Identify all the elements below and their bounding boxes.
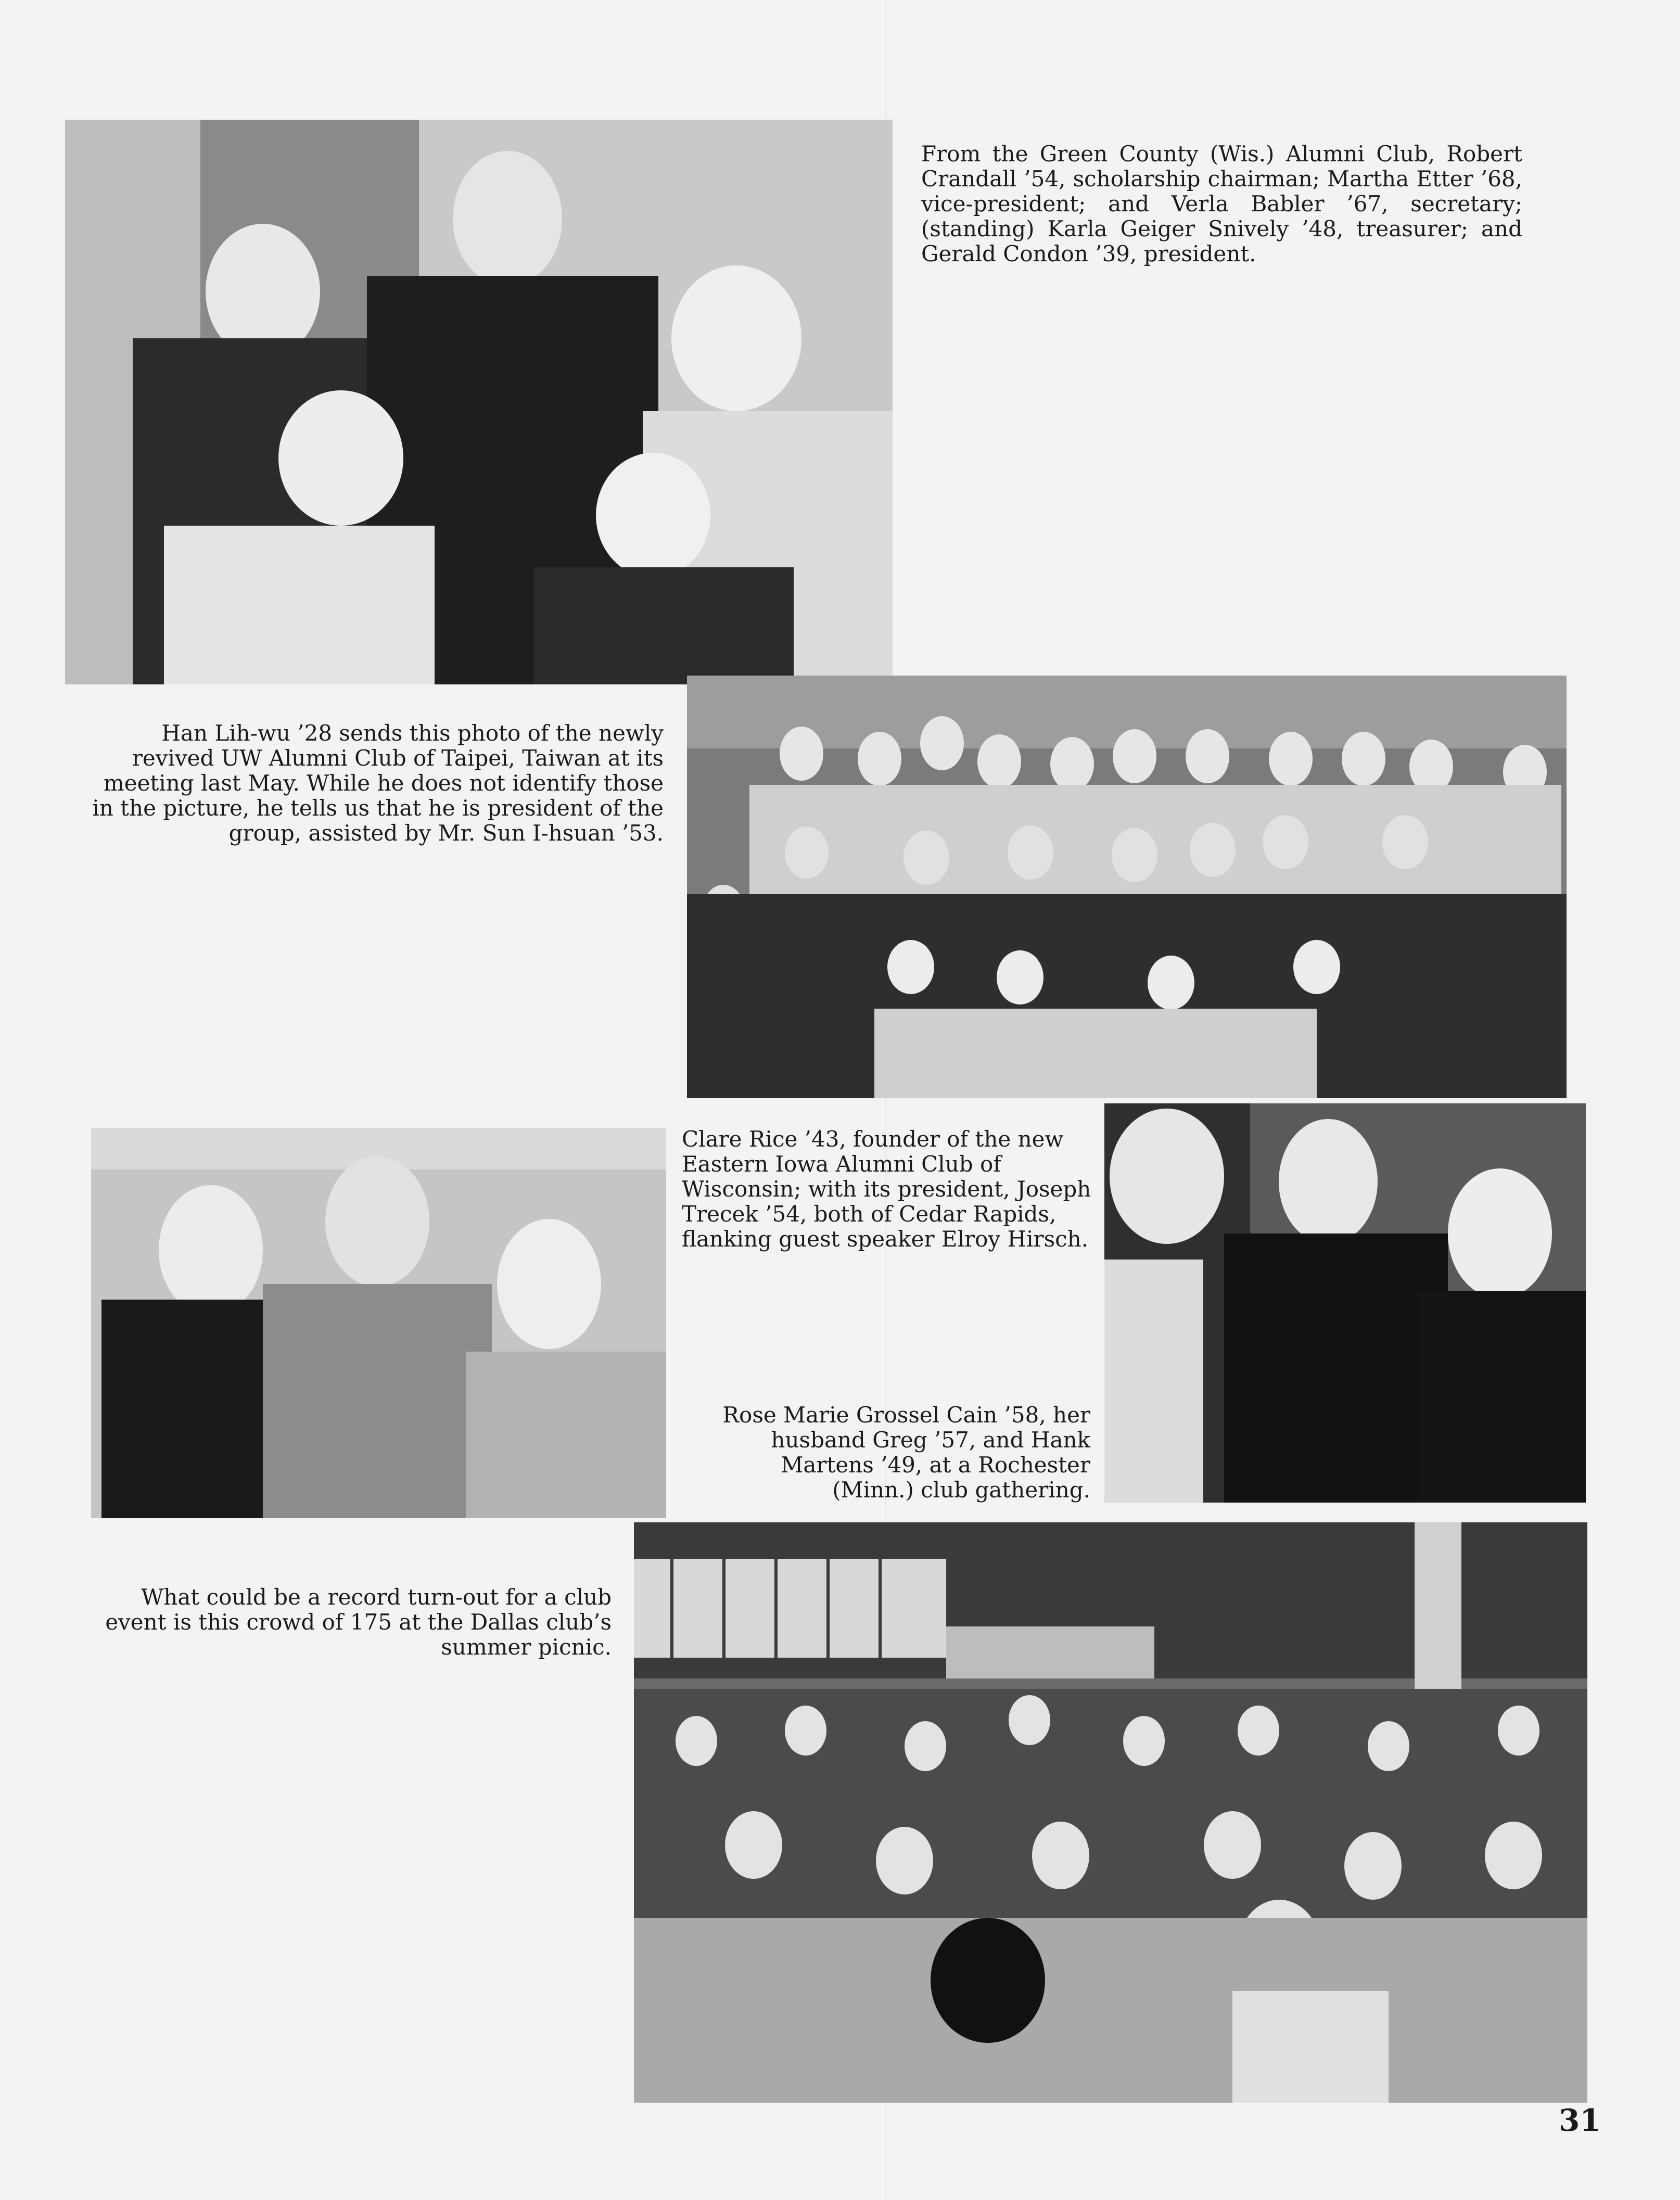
caption-eastern-iowa: Clare Rice ’43, founder of the new Eastern Iowa Alumni Club of Wisconsin; with its president, Joseph Trecek ’54, both of Cedar Rapids, flanking guest speaker Elroy Hirsch. — [682, 1126, 1091, 1252]
photo-eastern-iowa-image — [91, 1128, 666, 1518]
photo-dallas-image — [634, 1522, 1587, 2103]
photo-dallas-picnic — [634, 1522, 1587, 2103]
photo-rochester-club — [1104, 1103, 1586, 1503]
page-number: 31 — [1559, 2103, 1601, 2138]
photo-eastern-iowa-club — [91, 1128, 666, 1518]
photo-rochester-image — [1104, 1103, 1586, 1503]
photo-taipei-image — [687, 676, 1567, 1098]
caption-dallas: What could be a record turn-out for a club event is this crowd of 175 at the Dallas club’s summer picnic. — [105, 1584, 612, 1660]
caption-taipei: Han Lih-wu ’28 sends this photo of the newly revived UW Alumni Club of Taipei, Taiwan at its meeting last May. While he does not identify those in the picture, he tells us that he is president of the group, assisted by Mr. Sun I-hsuan ’53. — [92, 720, 664, 846]
photo-taipei-club — [687, 676, 1567, 1098]
photo-green-county-club — [65, 120, 893, 684]
photo-green-county-image — [65, 120, 893, 684]
caption-rochester: Rose Marie Grossel Cain ’58, her husband Greg ’57, and Hank Martens ’49, at a Rochester (Minn.) club gathering. — [722, 1402, 1090, 1503]
caption-green-county: From the Green County (Wis.) Alumni Club, Robert Crandall ’54, scholarship chairman; Martha Etter ’68, vice-president; and Verla Babler ’67, secretary; (standing) Karla Geiger Snively ’48, treasurer; and Gerald Condon ’39, president. — [921, 141, 1522, 266]
